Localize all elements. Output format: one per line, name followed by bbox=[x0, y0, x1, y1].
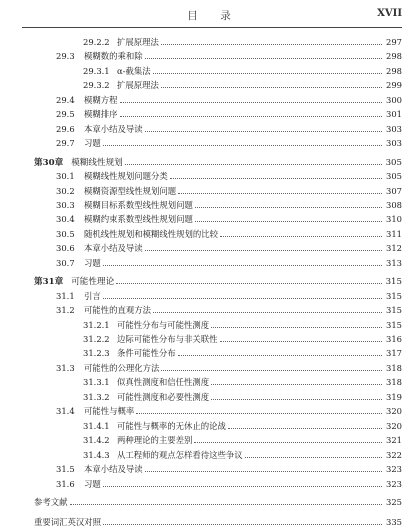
section-number: 31.3.2 bbox=[83, 391, 110, 402]
page-number: 318 bbox=[386, 377, 402, 388]
toc-backmatter-entry[interactable] bbox=[34, 496, 402, 508]
chapter-suffix: 章 bbox=[54, 277, 64, 288]
section-number: 30.7 bbox=[56, 257, 75, 268]
toc-section-entry[interactable] bbox=[83, 449, 402, 461]
section-number: 31.4 bbox=[56, 406, 75, 417]
section-number: 29.5 bbox=[56, 109, 75, 120]
entry-title: 重要词汇英汉对照 bbox=[34, 517, 101, 528]
chapter-prefix: 第 bbox=[34, 157, 43, 168]
dot-leader bbox=[211, 319, 382, 328]
toc-section-entry[interactable] bbox=[56, 405, 402, 417]
entry-title: 似真性测度和信任性测度 bbox=[117, 377, 210, 388]
entry-title: 模糊数的乘和除 bbox=[84, 51, 143, 62]
dot-leader bbox=[103, 137, 382, 146]
dot-leader bbox=[220, 333, 383, 342]
page-number: 318 bbox=[386, 362, 402, 373]
dot-leader bbox=[161, 362, 382, 371]
dot-leader bbox=[145, 242, 382, 251]
toc-section-entry[interactable] bbox=[83, 79, 402, 91]
toc-section-entry[interactable] bbox=[56, 463, 402, 475]
entry-title: 模糊目标系数型线性规划问题 bbox=[84, 199, 193, 210]
dot-leader bbox=[136, 405, 382, 414]
dot-leader bbox=[161, 79, 382, 88]
page-number: 321 bbox=[386, 435, 402, 446]
entry-title: 两种理论的主要差别 bbox=[117, 435, 193, 446]
toc-section-entry[interactable] bbox=[83, 36, 402, 48]
page-number: 303 bbox=[386, 138, 402, 149]
entry-title: 引言 bbox=[84, 290, 101, 301]
page-title: 目 录 bbox=[187, 10, 237, 22]
section-number: 29.7 bbox=[56, 138, 75, 149]
page-number: 315 bbox=[386, 319, 402, 330]
page-number: 325 bbox=[386, 496, 402, 507]
page-number: 297 bbox=[386, 37, 402, 47]
section-number: 31.6 bbox=[56, 478, 75, 489]
page-number: 310 bbox=[386, 214, 402, 225]
toc-section-entry[interactable] bbox=[56, 94, 402, 106]
entry-title: 扩展原理法 bbox=[117, 80, 159, 91]
page-number: 305 bbox=[385, 157, 402, 168]
page-number: 322 bbox=[386, 449, 402, 460]
toc-section-entry[interactable] bbox=[83, 65, 402, 77]
section-number: 31.2.2 bbox=[83, 334, 110, 344]
page-number: 323 bbox=[386, 478, 402, 489]
toc-section-entry[interactable] bbox=[56, 108, 402, 120]
section-number: 30.6 bbox=[56, 243, 75, 254]
dot-leader bbox=[125, 156, 382, 165]
page-number: 320 bbox=[386, 406, 402, 417]
page-number: 299 bbox=[386, 80, 402, 91]
section-number: 31.2.1 bbox=[83, 319, 110, 330]
dot-leader bbox=[153, 304, 382, 313]
toc-section-entry[interactable] bbox=[56, 478, 402, 490]
entry-title: 习题 bbox=[84, 138, 101, 149]
dot-leader bbox=[161, 36, 382, 45]
toc-section-entry[interactable] bbox=[56, 304, 402, 316]
toc-section-entry[interactable] bbox=[83, 376, 402, 388]
page-number: 319 bbox=[386, 391, 402, 402]
section-number: 31.3.1 bbox=[83, 377, 110, 388]
toc-chapter-entry[interactable] bbox=[34, 275, 402, 287]
dot-leader bbox=[120, 108, 383, 117]
toc-section-entry[interactable] bbox=[56, 123, 402, 135]
section-number: 31.2.3 bbox=[83, 348, 110, 359]
toc-section-entry[interactable] bbox=[56, 50, 402, 62]
toc-section-entry[interactable] bbox=[56, 199, 402, 211]
page-number: 303 bbox=[386, 123, 402, 134]
dot-leader bbox=[195, 199, 382, 208]
dot-leader bbox=[116, 275, 382, 284]
dot-leader bbox=[211, 391, 382, 400]
page-number: 317 bbox=[386, 348, 402, 359]
entry-title: 从工程师的观点怎样看待这些争议 bbox=[117, 449, 243, 460]
dot-leader bbox=[178, 185, 382, 194]
page-number: 316 bbox=[386, 334, 402, 344]
page-number: 311 bbox=[386, 228, 402, 239]
page-number: 335 bbox=[386, 517, 402, 528]
section-number: 30.5 bbox=[56, 228, 75, 239]
toc-section-entry[interactable] bbox=[83, 347, 402, 359]
dot-leader bbox=[145, 123, 382, 132]
section-number: 29.3.1 bbox=[83, 65, 110, 76]
toc-section-entry[interactable] bbox=[83, 391, 402, 403]
toc-section-entry[interactable] bbox=[56, 170, 402, 182]
page-number: 298 bbox=[386, 51, 402, 62]
page-number: 305 bbox=[386, 171, 402, 182]
toc-section-entry[interactable] bbox=[83, 420, 402, 432]
dot-leader bbox=[153, 65, 382, 74]
entry-title: 随机线性规划和模糊线性规划的比较 bbox=[84, 228, 218, 239]
dot-leader bbox=[170, 170, 382, 179]
chapter-suffix: 章 bbox=[54, 157, 64, 168]
entry-title: 模糊方程 bbox=[84, 94, 118, 105]
dot-leader bbox=[211, 376, 382, 385]
entry-title: 模糊排序 bbox=[84, 109, 118, 120]
dot-leader bbox=[145, 463, 382, 472]
dot-leader bbox=[228, 420, 382, 429]
entry-title: 可能性的公理化方法 bbox=[84, 362, 160, 373]
toc-section-entry[interactable] bbox=[56, 228, 402, 240]
dot-leader bbox=[145, 50, 382, 59]
dot-leader bbox=[245, 449, 382, 458]
page-number: 307 bbox=[386, 185, 402, 196]
section-number: 31.1 bbox=[56, 290, 75, 301]
toc-section-entry[interactable] bbox=[83, 333, 402, 345]
section-number: 29.6 bbox=[56, 123, 75, 134]
entry-title: 模糊线性规划问题分类 bbox=[84, 171, 168, 182]
entry-title: 可能性理论 bbox=[71, 277, 115, 288]
dot-leader bbox=[120, 94, 383, 103]
section-number: 31.4.2 bbox=[83, 435, 110, 446]
page-number: 300 bbox=[386, 94, 402, 105]
dot-leader bbox=[103, 478, 382, 487]
section-number: 31.3 bbox=[56, 362, 75, 373]
entry-title: 条件可能性分布 bbox=[117, 348, 176, 359]
section-number: 29.4 bbox=[56, 94, 75, 105]
page-number: 298 bbox=[386, 65, 402, 76]
toc-section-entry[interactable] bbox=[56, 213, 402, 225]
toc-section-entry[interactable] bbox=[56, 242, 402, 254]
dot-leader bbox=[103, 257, 382, 266]
page-number: 323 bbox=[386, 464, 402, 475]
page-number: 315 bbox=[386, 305, 402, 316]
toc-section-entry[interactable] bbox=[83, 434, 402, 446]
toc-backmatter-entry[interactable] bbox=[34, 516, 402, 528]
dot-leader bbox=[194, 434, 382, 443]
entry-title: 参考文献 bbox=[34, 496, 68, 507]
section-number: 30.2 bbox=[56, 185, 75, 196]
toc-section-entry[interactable] bbox=[56, 185, 402, 197]
toc-section-entry[interactable] bbox=[56, 137, 402, 149]
section-number: 31.2 bbox=[56, 305, 75, 316]
dot-leader bbox=[178, 347, 382, 356]
page-number: 301 bbox=[386, 109, 402, 120]
chapter-number: 30 bbox=[42, 157, 55, 168]
entry-title: 本章小结及导读 bbox=[84, 243, 143, 254]
entry-title: 扩展原理法 bbox=[117, 37, 159, 47]
section-number: 31.4.1 bbox=[83, 420, 110, 431]
entry-title: 可能性分布与可能性测度 bbox=[117, 319, 210, 330]
entry-title: 本章小结及导读 bbox=[84, 464, 143, 475]
page-number: 320 bbox=[386, 420, 402, 431]
toc-section-entry[interactable] bbox=[56, 257, 402, 269]
entry-title: 习题 bbox=[84, 478, 101, 489]
page-number-roman: XVII bbox=[377, 8, 402, 19]
entry-title: 本章小结及导读 bbox=[84, 123, 143, 134]
chapter-number: 31 bbox=[42, 277, 55, 288]
toc-section-entry[interactable] bbox=[83, 319, 402, 331]
entry-title: 可能性与概率的无休止的论战 bbox=[117, 420, 226, 431]
entry-title: 边际可能性分布与非关联性 bbox=[117, 334, 218, 344]
entry-title: 模糊线性规划 bbox=[71, 157, 123, 168]
dot-leader bbox=[70, 496, 383, 505]
entry-title: 习题 bbox=[84, 257, 101, 268]
entry-title: 模糊约束系数型线性规划问题 bbox=[84, 214, 193, 225]
toc-section-entry[interactable] bbox=[56, 290, 402, 302]
section-number: 29.3 bbox=[56, 51, 75, 62]
entry-title: 模糊资源型线性规划问题 bbox=[84, 185, 177, 196]
entry-title: 可能性与概率 bbox=[84, 406, 135, 417]
page-number: 313 bbox=[386, 257, 402, 268]
dot-leader bbox=[195, 213, 382, 222]
section-number: 31.4.3 bbox=[83, 449, 110, 460]
section-number: 29.3.2 bbox=[83, 80, 110, 91]
toc-chapter-entry[interactable] bbox=[34, 156, 402, 168]
dot-leader bbox=[103, 516, 382, 525]
section-number: 30.1 bbox=[56, 171, 75, 182]
entry-title: 可能性的直观方法 bbox=[84, 305, 151, 316]
section-number: 30.4 bbox=[56, 214, 75, 225]
section-number: 31.5 bbox=[56, 464, 75, 475]
dot-leader bbox=[103, 290, 382, 299]
section-number: 29.2.2 bbox=[83, 37, 110, 47]
page-number: 315 bbox=[385, 277, 402, 288]
page-number: 312 bbox=[386, 243, 402, 254]
dot-leader bbox=[220, 228, 382, 237]
page-number: 308 bbox=[386, 199, 402, 210]
section-number: 30.3 bbox=[56, 199, 75, 210]
entry-title: α-截集法 bbox=[117, 65, 151, 76]
chapter-prefix: 第 bbox=[34, 277, 43, 288]
toc-section-entry[interactable] bbox=[56, 362, 402, 374]
entry-title: 可能性测度和必要性测度 bbox=[117, 391, 210, 402]
page-number: 315 bbox=[386, 290, 402, 301]
